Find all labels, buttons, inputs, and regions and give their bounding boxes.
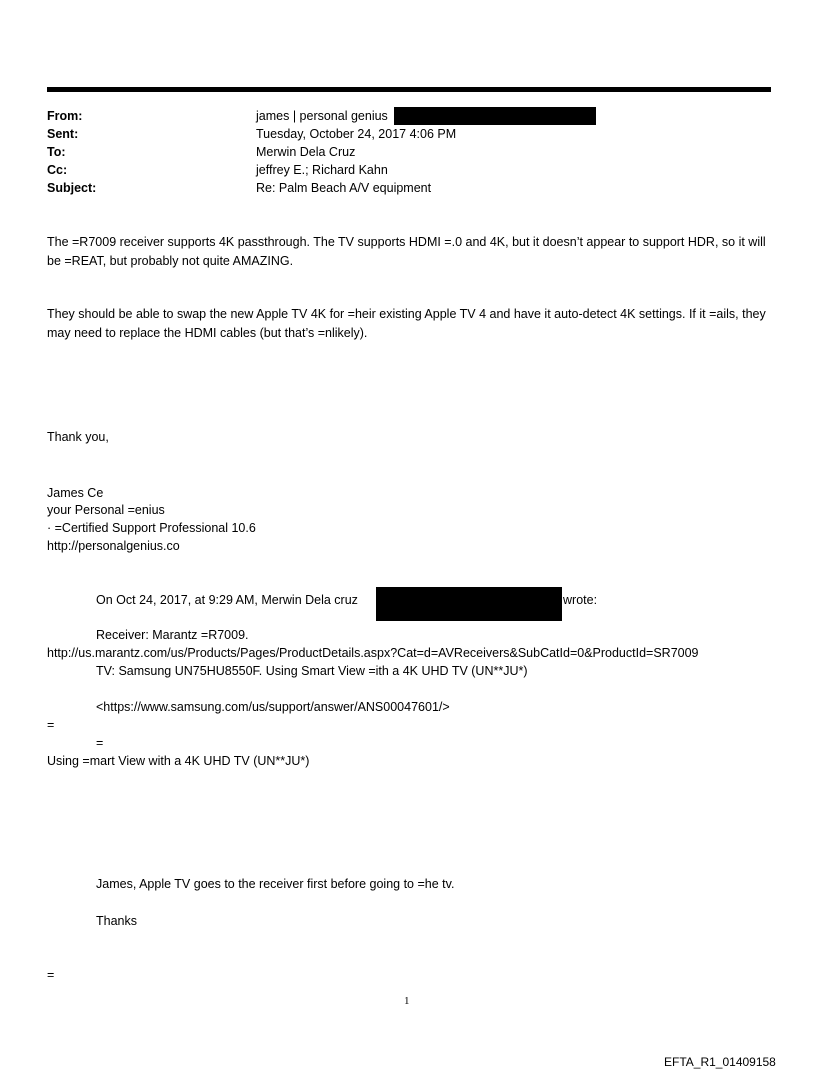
quote-intro: On Oct 24, 2017, at 9:29 AM, Merwin Dela cruz — [96, 593, 358, 607]
quote-equals-1: = — [47, 718, 55, 732]
from-label: From: — [47, 109, 83, 123]
sent-label: Sent: — [47, 127, 79, 141]
quote-intro-wrote: wrote: — [563, 593, 598, 607]
quote-equals-2: = — [96, 736, 104, 750]
cc-label: Cc: — [47, 163, 68, 177]
quote-thanks: Thanks — [96, 914, 137, 928]
body-paragraph-1: The =R7009 receiver supports 4K passthrough. The TV supports HDMI =.0 and 4K, but it doesn’t appear to support HDR, so it will be =REAT, but probably not quite AMAZING. — [47, 235, 766, 268]
signature-cert: · =Certified Support Professional 10.6 — [47, 521, 256, 535]
quote-receiver-link[interactable]: http://us.marantz.com/us/Products/Pages/ProductDetails.aspx?Cat=d=AVReceivers&SubCatId=0&ProductId=SR7009 — [47, 646, 699, 660]
signature-name: James Ce — [47, 486, 104, 500]
cc-value: jeffrey E.; Richard Kahn — [256, 163, 388, 177]
quote-tv: TV: Samsung UN75HU8550F. Using Smart View =ith a 4K UHD TV (UN**JU*) — [96, 664, 528, 678]
from-value: james | personal genius — [256, 109, 388, 123]
subject-value: Re: Palm Beach A/V equipment — [256, 181, 432, 195]
to-value: Merwin Dela Cruz — [256, 145, 356, 159]
signature-title: your Personal =enius — [47, 503, 165, 517]
to-label: To: — [47, 145, 66, 159]
quote-samsung-link[interactable]: <https://www.samsung.com/us/support/answer/ANS00047601/> — [96, 700, 450, 714]
page-number: 1 — [404, 995, 410, 1007]
redaction-quote-email — [376, 587, 562, 621]
document-id: EFTA_R1_01409158 — [664, 1055, 776, 1069]
quote-james-note: James, Apple TV goes to the receiver first before going to =he tv. — [96, 877, 455, 891]
body-paragraph-2: They should be able to swap the new Apple TV 4K for =heir existing Apple TV 4 and have it auto-detect 4K settings. If it =ails, they may need to replace the HDMI cables (but that’s =nlikely). — [47, 307, 766, 340]
subject-label: Subject: — [47, 181, 97, 195]
quote-equals-3: = — [47, 968, 55, 982]
redaction-from-email — [394, 107, 596, 125]
header-rule — [47, 87, 771, 92]
sent-value: Tuesday, October 24, 2017 4:06 PM — [256, 127, 457, 141]
quote-receiver: Receiver: Marantz =R7009. — [96, 628, 249, 642]
closing-thanks: Thank you, — [47, 430, 109, 444]
signature-link[interactable]: http://personalgenius.co — [47, 539, 180, 553]
quote-smart-view: Using =mart View with a 4K UHD TV (UN**JU*) — [47, 754, 310, 768]
